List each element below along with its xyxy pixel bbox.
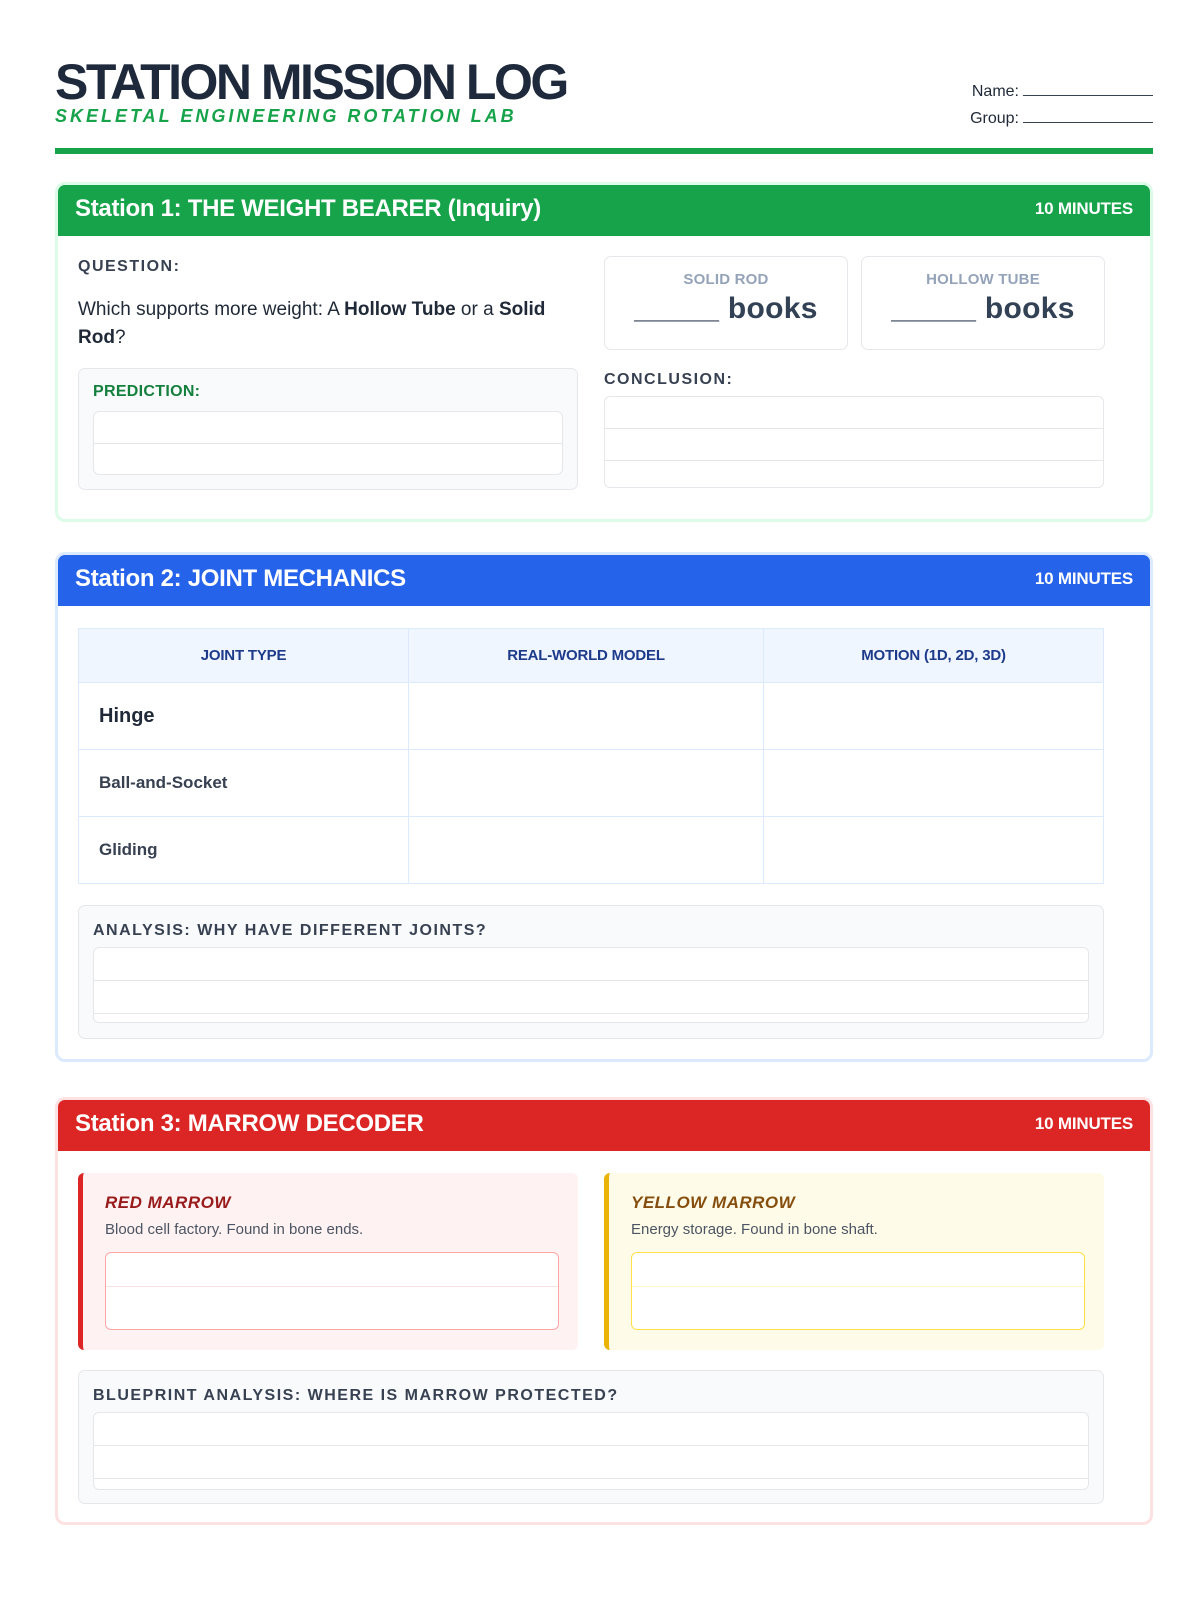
station-2-card <box>55 552 1153 1062</box>
group-label: Group: <box>970 110 1019 127</box>
joint-gliding: Gliding <box>79 817 409 884</box>
student-info <box>970 78 1153 132</box>
table-header-row <box>79 629 1104 683</box>
red-marrow-desc: Blood cell factory. Found in bone ends. <box>105 1221 364 1238</box>
name-label: Name: <box>971 83 1019 100</box>
conclusion-label: CONCLUSION: <box>604 371 734 388</box>
station-1-card <box>55 182 1153 522</box>
question-hollow-tube: Hollow Tube <box>344 299 456 320</box>
analysis-field[interactable] <box>93 947 1089 1023</box>
joint-table <box>78 628 1104 884</box>
question-label: QUESTION: <box>78 258 181 275</box>
writing-line[interactable] <box>106 1253 558 1287</box>
table-row <box>79 817 1104 884</box>
question-text <box>78 296 558 352</box>
station-2-time: 10 MINUTES <box>1034 569 1133 588</box>
station-1-time: 10 MINUTES <box>1034 199 1133 218</box>
model-cell[interactable] <box>409 750 764 817</box>
station-3-title: Station 3: MARROW DECODER <box>75 1110 424 1137</box>
station-1-body <box>58 236 1150 516</box>
col-motion: MOTION (1D, 2D, 3D) <box>764 629 1104 683</box>
group-field[interactable] <box>1023 111 1153 123</box>
prediction-field[interactable] <box>93 411 563 475</box>
analysis-box <box>78 905 1104 1039</box>
writing-line[interactable] <box>94 1479 1088 1490</box>
page-header <box>55 50 1153 154</box>
writing-line[interactable] <box>632 1287 1084 1321</box>
solid-rod-label: SOLID ROD <box>683 271 769 288</box>
prediction-box <box>78 368 578 490</box>
hollow-tube-label: HOLLOW TUBE <box>926 271 1040 288</box>
blueprint-box <box>78 1370 1104 1504</box>
hollow-tube-measure <box>861 256 1105 350</box>
writing-line[interactable] <box>94 981 1088 1014</box>
writing-line[interactable] <box>94 948 1088 981</box>
writing-line[interactable] <box>94 412 562 444</box>
motion-cell[interactable] <box>764 750 1104 817</box>
model-cell[interactable] <box>409 683 764 750</box>
red-marrow-box <box>78 1173 578 1350</box>
mission-log-page <box>55 50 1153 1404</box>
station-3-header <box>55 1097 1153 1151</box>
joint-hinge: Hinge <box>79 683 409 750</box>
motion-cell[interactable] <box>764 817 1104 884</box>
yellow-marrow-field[interactable] <box>631 1252 1085 1330</box>
col-joint-type: JOINT TYPE <box>79 629 409 683</box>
solid-rod-books-field[interactable]: _____ books <box>634 292 818 325</box>
red-marrow-title: RED MARROW <box>105 1193 231 1212</box>
writing-line[interactable] <box>106 1287 558 1321</box>
conclusion-field[interactable] <box>604 396 1104 488</box>
col-real-world-model: REAL-WORLD MODEL <box>409 629 764 683</box>
yellow-marrow-desc: Energy storage. Found in bone shaft. <box>631 1221 878 1238</box>
blueprint-label: BLUEPRINT ANALYSIS: WHERE IS MARROW PROTECTED? <box>93 1387 619 1404</box>
writing-line[interactable] <box>94 1413 1088 1446</box>
question-part: Which supports more weight: A <box>78 299 345 320</box>
writing-line[interactable] <box>632 1253 1084 1287</box>
model-cell[interactable] <box>409 817 764 884</box>
writing-line[interactable] <box>94 444 562 475</box>
writing-line[interactable] <box>605 461 1103 488</box>
page-subtitle: SKELETAL ENGINEERING ROTATION LAB <box>55 106 517 126</box>
yellow-marrow-box <box>604 1173 1104 1350</box>
table-row <box>79 750 1104 817</box>
yellow-marrow-title: YELLOW MARROW <box>631 1193 796 1212</box>
question-part: ? <box>114 327 126 348</box>
station-3-time: 10 MINUTES <box>1034 1114 1133 1133</box>
question-solid-rod: Solid Rod <box>78 299 546 348</box>
red-marrow-field[interactable] <box>105 1252 559 1330</box>
group-row <box>970 105 1153 132</box>
hollow-tube-books-field[interactable]: _____ books <box>891 292 1075 325</box>
name-field[interactable] <box>1023 84 1153 96</box>
motion-cell[interactable] <box>764 683 1104 750</box>
joint-ball-and-socket: Ball-and-Socket <box>79 750 409 817</box>
prediction-label: PREDICTION: <box>93 383 201 400</box>
question-part: or a <box>455 299 499 320</box>
station-1-title: Station 1: THE WEIGHT BEARER (Inquiry) <box>75 195 541 222</box>
name-row <box>970 78 1153 105</box>
table-row <box>79 683 1104 750</box>
station-3-card <box>55 1097 1153 1525</box>
writing-line[interactable] <box>605 397 1103 429</box>
writing-line[interactable] <box>94 1446 1088 1479</box>
station-2-header <box>55 552 1153 606</box>
analysis-label: ANALYSIS: WHY HAVE DIFFERENT JOINTS? <box>93 922 488 939</box>
solid-rod-measure <box>604 256 848 350</box>
writing-line[interactable] <box>605 429 1103 461</box>
page-title: STATION MISSION LOG <box>55 54 567 110</box>
station-1-header <box>55 182 1153 236</box>
blueprint-field[interactable] <box>93 1412 1089 1490</box>
station-2-title: Station 2: JOINT MECHANICS <box>75 565 406 592</box>
writing-line[interactable] <box>94 1014 1088 1023</box>
